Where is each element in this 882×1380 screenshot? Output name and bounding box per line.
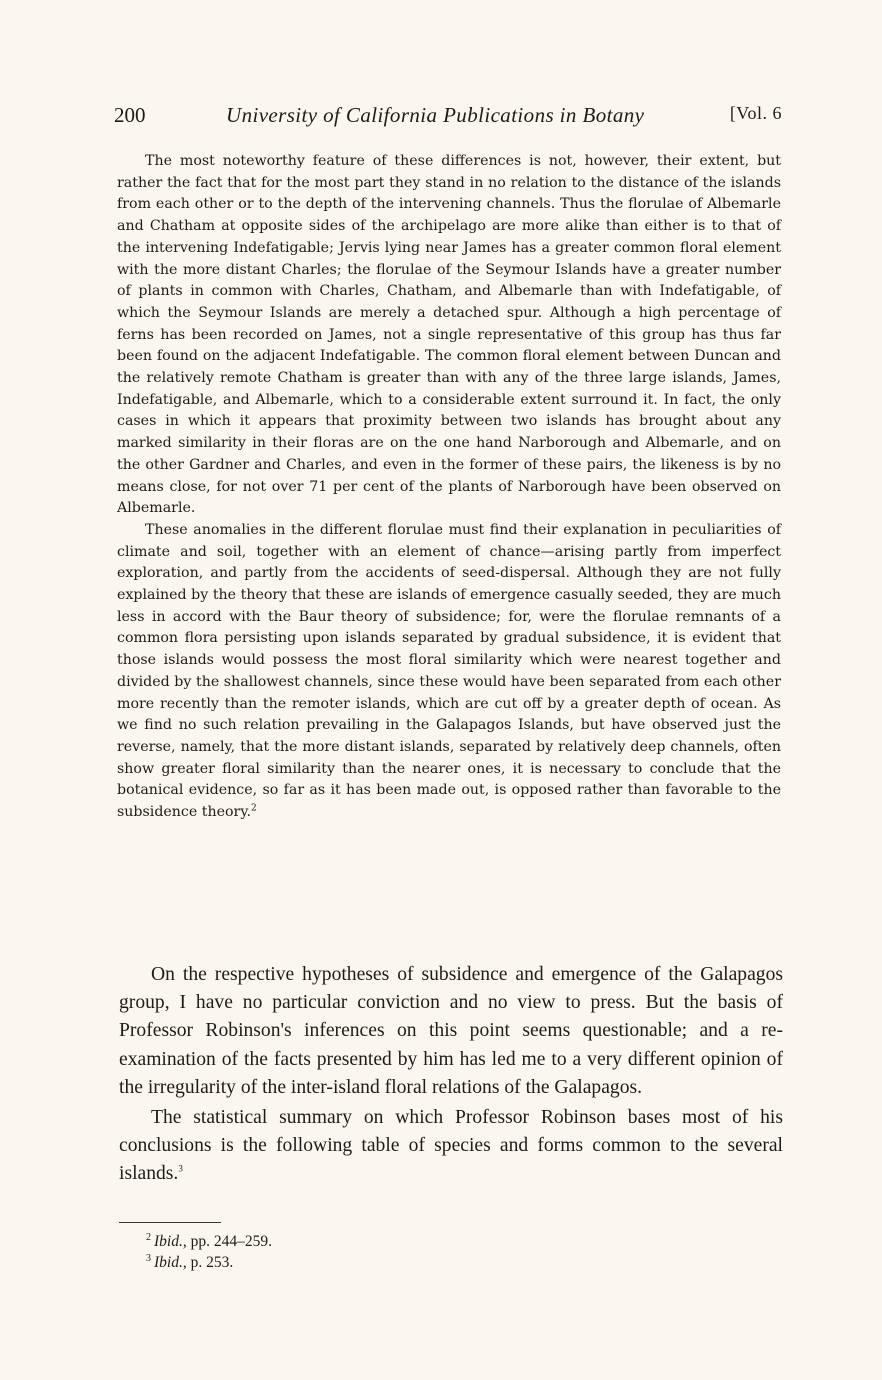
footnote-ibid: Ibid., [154,1254,187,1271]
commentary-paragraph [119,1104,783,1189]
footnote-ref: 3 [178,1163,183,1174]
footnote [146,1231,546,1252]
page-number: 200 [114,103,146,127]
footnote-text: p. 253. [186,1254,234,1271]
footnotes [146,1231,546,1273]
running-header [114,100,782,134]
footnote-mark: 3 [146,1252,151,1264]
footnote-divider [119,1222,221,1223]
quoted-passage [117,151,781,824]
volume-label: [Vol. 6 [729,103,782,123]
commentary-paragraph: On the respective hypotheses of subsidence and emergence of the Galapagos group, I have no particular conviction and no view to press. But the basis of Professor Robinson's inferences on this point seems questionable; and a re-examination of the facts presented by him has led me to a very different opinion of the irregularity of the inter-island floral relations of the Galapagos. [119,964,783,1098]
footnote-ibid: Ibid., [154,1233,187,1250]
commentary-text [119,961,783,1189]
footnote-text: pp. 244–259. [186,1233,272,1250]
running-title: University of California Publications in Botany [226,103,645,127]
footnote [146,1252,546,1273]
footnote-ref: 2 [250,803,257,814]
quote-paragraph: The most noteworthy feature of these differences is not, however, their extent, but rather the fact that for the most part they stand in no relation to the distance of the islands from each other or to the depth of the intervening channels. Thus the florulae of Albemarle and Chatham at opposite sides of the archipelago are more alike than either is to that of the intervening Indefatigable; Jervis lying near James has a greater common floral element with the more distant Charles; the florulae of the Seymour Islands have a greater number of plants in common with Charles, Chatham, and Albemarle than with Indefatigable, of which the Seymour Islands are merely a detached spur. Although a high percentage of ferns has been recorded on James, not a single representative of this group has thus far been found on the adjacent Indefatigable. The common floral element between Duncan and the relatively remote Chatham is greater than with any of the three large islands, James, Indefatigable, and Albemarle, which to a considerable extent surround it. In fact, the only cases in which it appears that proximity between two islands has brought about any marked similarity in their floras are on the one hand Narborough and Albemarle, and on the other Gardner and Charles, and even in the former of these pairs, the likeness is by no means close, for not over 71 per cent of the plants of Narborough have been observed on Albemarle. [117,153,781,517]
quote-paragraph-text: These anomalies in the different florulae must find their explanation in peculiarities of climate and soil, together with an element of chance—arising partly from imperfect exploration, and partly from the accidents of seed-dispersal. Although they are not fully explained by the theory that these are islands of emergence casually seeded, they are much less in accord with the Baur theory of subsidence; for, were the florulae remnants of a common flora persisting upon islands separated by gradual subsidence, it is evident that those islands would possess the most floral similarity which were nearest together and divided by the shallowest channels, since these would have been separated from each other more recently than the remoter islands, which are cut off by a greater depth of ocean. As we find no such relation prevailing in the Galapagos Islands, but have observed just the reverse, namely, that the more distant islands, separated by relatively deep channels, often show greater floral similarity than the nearer ones, it is necessary to conclude that the botanical evidence, so far as it has been made out, is opposed rather than favorable to the subsidence theory. [117,521,781,821]
footnote-mark: 2 [146,1231,151,1243]
quote-paragraph [117,520,781,824]
commentary-paragraph-text: The statistical summary on which Professor Robinson bases most of his conclusions is the following table of species and forms common to the several islands. [119,1107,783,1185]
